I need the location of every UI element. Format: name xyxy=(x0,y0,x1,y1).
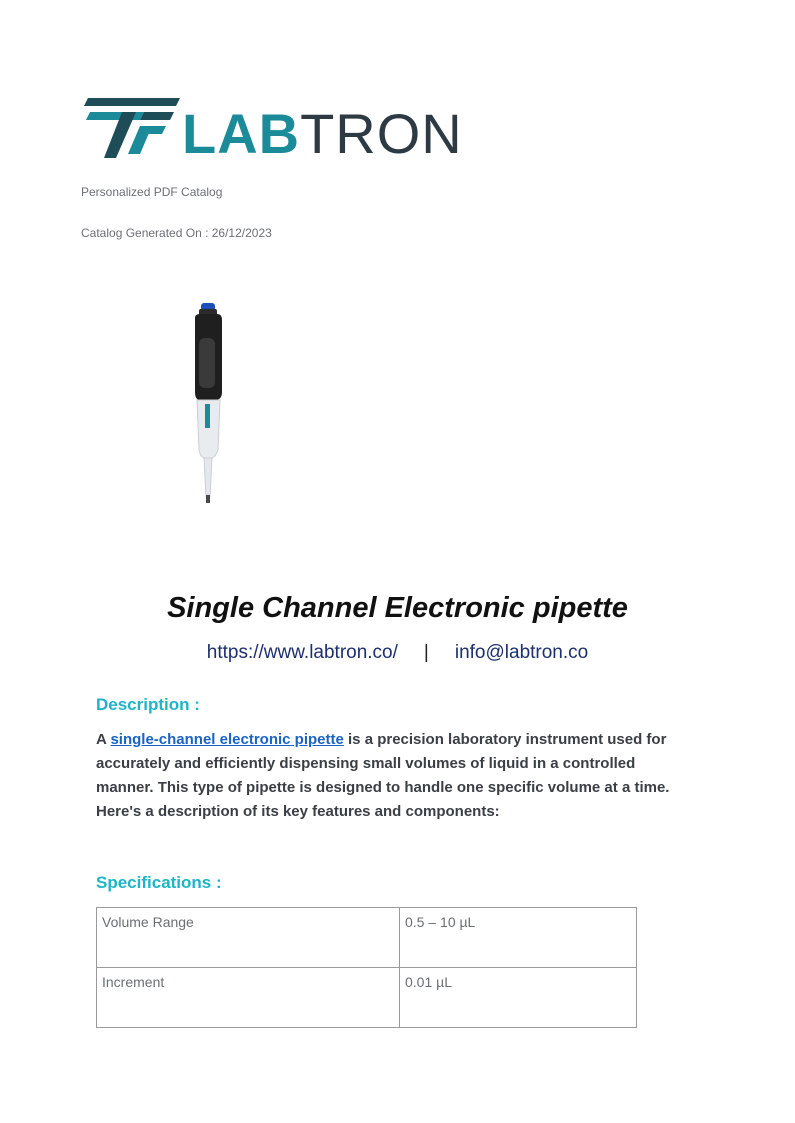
labtron-logo xyxy=(82,96,462,164)
description-text xyxy=(96,728,696,824)
spec-value: 0.01 µL xyxy=(400,968,637,1028)
description-prefix: A xyxy=(96,731,111,748)
labtron-logo-mark-icon xyxy=(82,96,182,160)
product-title: Single Channel Electronic pipette xyxy=(167,592,628,624)
specifications-heading: Specifications : xyxy=(96,873,222,892)
contact-separator: | xyxy=(423,642,429,663)
pipette-image xyxy=(182,300,232,510)
specifications-table xyxy=(96,907,637,1028)
brand-name-bold: LAB xyxy=(182,102,301,165)
contact-line xyxy=(0,642,795,664)
spec-label: Volume Range xyxy=(97,908,400,968)
labtron-wordmark xyxy=(182,104,463,164)
email-link[interactable]: info@labtron.co xyxy=(454,642,589,663)
spec-value: 0.5 – 10 µL xyxy=(400,908,637,968)
table-row xyxy=(97,968,637,1028)
description-heading: Description : xyxy=(96,695,200,714)
website-link[interactable]: https://www.labtron.co/ xyxy=(206,642,398,663)
table-row xyxy=(97,908,637,968)
spec-label: Increment xyxy=(97,968,400,1028)
catalog-generated-date: Catalog Generated On : 26/12/2023 xyxy=(81,226,272,240)
description-link[interactable]: single-channel electronic pipette xyxy=(110,731,344,748)
catalog-label: Personalized PDF Catalog xyxy=(81,185,223,199)
description-body: is a precision laboratory instrument used for accurately and efficiently dispensing small volumes of liquid in a controlled manner. This type of pipette is designed to handle one specific volume at a time. Here's a description of its key features and components: xyxy=(96,731,670,820)
brand-name-light: TRON xyxy=(300,102,463,165)
